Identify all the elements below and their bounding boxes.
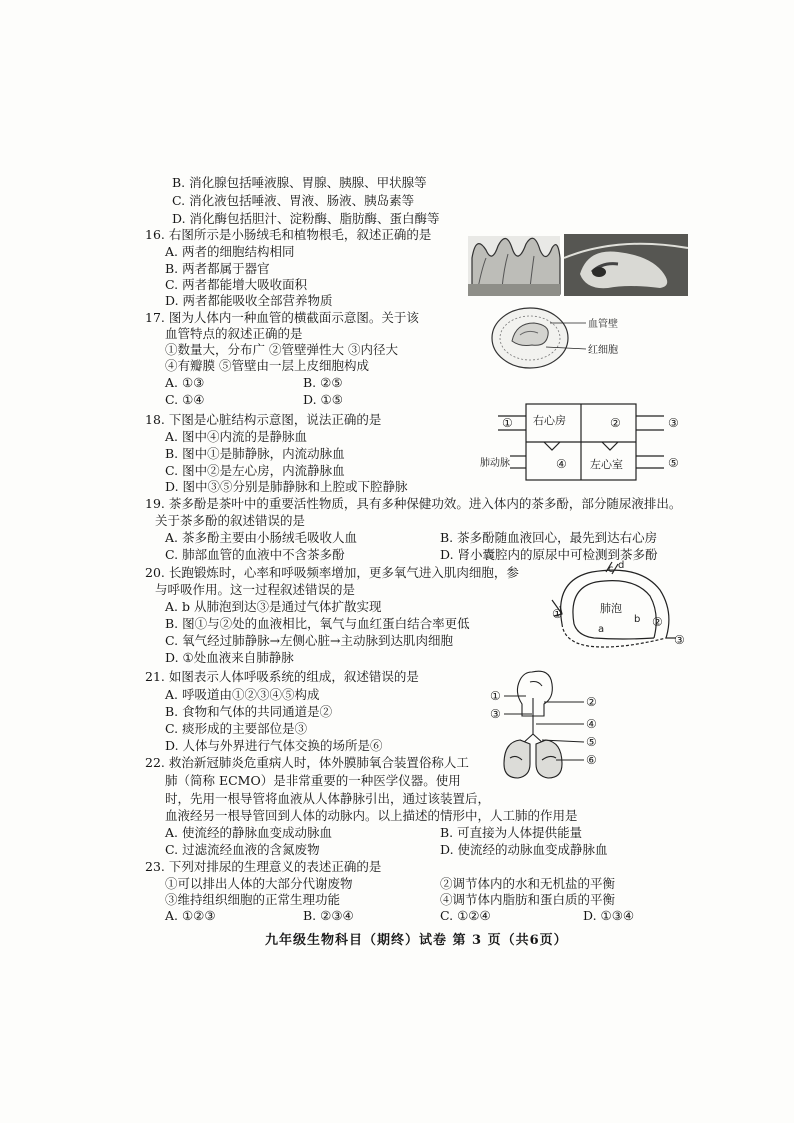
q19-option-d: D. 肾小囊腔内的原尿中可检测到茶多酚 — [440, 547, 658, 562]
q23-item-1: ①可以排出人体的大部分代谢废物 — [165, 876, 353, 891]
q17-option-c: C. ①④ — [165, 392, 205, 407]
q22-stem-line2: 肺（简称 ECMO）是非常重要的一种医学仪器。使用 — [165, 773, 461, 788]
q23-option-a: A. ①②③ — [165, 908, 216, 923]
q20-option-a: A. b 从肺泡到达③是通过气体扩散实现 — [165, 599, 382, 614]
resp-num-3: ③ — [490, 707, 501, 721]
alveolus-capillary-figure — [548, 560, 688, 656]
q22-option-a: A. 使流经的静脉血变成动脉血 — [165, 825, 332, 840]
heart-num-5: ⑤ — [668, 456, 679, 470]
q18-stem: 18. 下图是心脏结构示意图，说法正确的是 — [145, 412, 382, 427]
q19-stem-line2: 关于茶多酚的叙述错误的是 — [155, 513, 306, 528]
q22-stem-line3: 时，先用一根导管将血液从人体静脉引出，通过该装置后， — [165, 791, 491, 806]
resp-num-4: ④ — [586, 717, 597, 731]
q16-option-b: B. 两者都属于器官 — [165, 261, 270, 276]
heart-structure-figure — [478, 398, 688, 490]
pulmonary-artery-label: 肺动脉 — [480, 458, 510, 469]
q18-option-c: C. 图中②是左心房，内流静脉血 — [165, 463, 345, 478]
q23-option-c: C. ①②④ — [440, 908, 491, 923]
resp-num-1: ① — [490, 689, 501, 703]
q19-option-a: A. 茶多酚主要由小肠绒毛吸收人血 — [165, 530, 357, 545]
q15-option-c: C. 消化液包括唾液、胃液、肠液、胰岛素等 — [172, 193, 415, 208]
villi-root-hair-figure — [468, 228, 690, 300]
right-atrium-label: 右心房 — [533, 414, 566, 427]
heart-num-1: ① — [502, 416, 513, 430]
red-blood-cell-label: 红细胞 — [588, 345, 618, 356]
q23-item-4: ④调节体内脂肪和蛋白质的平衡 — [440, 892, 616, 907]
q19-stem-line1: 19. 茶多酚是茶叶中的重要活性物质，具有多种保健功效。进入体内的茶多酚，部分随尿液排出。 — [145, 496, 682, 511]
q17-option-a: A. ①③ — [165, 375, 205, 390]
q21-option-a: A. 呼吸道由①②③④⑤构成 — [165, 687, 320, 702]
q18-option-d: D. 图中③⑤分别是肺静脉和上腔或下腔静脉 — [165, 479, 408, 494]
q20-stem-line2: 与呼吸作用。这一过程叙述错误的是 — [155, 582, 356, 597]
q15-option-d: D. 消化酶包括胆汁、淀粉酶、脂肪酶、蛋白酶等 — [172, 211, 440, 226]
alveolus-letter-d: d — [618, 560, 625, 571]
q16-option-a: A. 两者的细胞结构相同 — [165, 244, 295, 259]
q23-option-b: B. ②③④ — [303, 908, 354, 923]
q22-option-b: B. 可直接为人体提供能量 — [440, 825, 583, 840]
q17-stem-line1: 17. 图为人体内一种血管的横截面示意图。关于该 — [145, 310, 419, 325]
q22-option-c: C. 过滤流经血液的含氮废物 — [165, 842, 320, 857]
q19-option-c: C. 肺部血管的血液中不含茶多酚 — [165, 547, 345, 562]
left-ventricle-label: 左心室 — [590, 458, 623, 471]
q21-stem: 21. 如图表示人体呼吸系统的组成，叙述错误的是 — [145, 669, 419, 684]
villi-photo — [468, 236, 560, 296]
heart-num-3: ③ — [668, 416, 679, 430]
q22-stem-line1: 22. 救治新冠肺炎危重病人时，体外膜肺氧合装置俗称人工 — [145, 755, 469, 770]
q20-option-b: B. 图①与②处的血液相比，氧气与血红蛋白结合率更低 — [165, 616, 470, 631]
resp-num-6: ⑥ — [586, 753, 597, 767]
q18-option-b: B. 图中①是肺静脉，内流动脉血 — [165, 446, 345, 461]
q22-option-d: D. 使流经的动脉血变成静脉血 — [440, 842, 608, 857]
q16-stem: 16. 右图所示是小肠绒毛和植物根毛，叙述正确的是 — [145, 227, 432, 242]
q17-stem-line2: 血管特点的叙述正确的是 — [165, 326, 303, 341]
q17-items-line1: ①数量大，分布广 ②管壁弹性大 ③内径大 — [165, 342, 398, 357]
alveolus-label: 肺泡 — [600, 602, 622, 615]
heart-num-2: ② — [610, 416, 621, 430]
q15-option-b: B. 消化腺包括唾液腺、胃腺、胰腺、甲状腺等 — [172, 175, 427, 190]
q20-option-d: D. ①处血液来自肺静脉 — [165, 650, 294, 665]
q17-option-d: D. ①⑤ — [303, 392, 343, 407]
resp-num-5: ⑤ — [586, 735, 597, 749]
alveolus-num-3: ③ — [674, 633, 685, 647]
alveolus-letter-a: a — [598, 624, 605, 635]
q21-option-c: C. 痰形成的主要部位是③ — [165, 721, 308, 736]
vessel-wall-label: 血管壁 — [588, 319, 618, 330]
q20-option-c: C. 氧气经过肺静脉→左侧心脏→主动脉到达肌肉细胞 — [165, 633, 454, 648]
q23-item-2: ②调节体内的水和无机盐的平衡 — [440, 876, 616, 891]
q21-option-b: B. 食物和气体的共同通道是② — [165, 704, 333, 719]
q23-item-3: ③维持组织细胞的正常生理功能 — [165, 892, 341, 907]
heart-num-4: ④ — [556, 457, 567, 471]
q21-option-d: D. 人体与外界进行气体交换的场所是⑥ — [165, 738, 383, 753]
q20-stem-line1: 20. 长跑锻炼时，心率和呼吸频率增加，更多氧气进入肌肉细胞，参 — [145, 565, 519, 580]
q22-stem-line4: 血液经另一根导管回到人体的动脉内。以上描述的情形中，人工肺的作用是 — [165, 808, 578, 823]
page-footer: 九年级生物科目（期终）试卷 第 3 页（共6页） — [265, 933, 568, 948]
q23-stem: 23. 下列对排尿的生理意义的表述正确的是 — [145, 859, 382, 874]
q16-option-d: D. 两者都能吸收全部营养物质 — [165, 293, 333, 308]
q17-items-line2: ④有瓣膜 ⑤管壁由一层上皮细胞构成 — [165, 358, 369, 373]
alveolus-letter-c: c — [608, 564, 614, 575]
alveolus-letter-b: b — [634, 614, 641, 625]
q16-option-c: C. 两者都能增大吸收面积 — [165, 277, 308, 292]
root-hair-photo — [564, 234, 688, 296]
alveolus-num-1: ① — [552, 607, 563, 621]
q18-option-a: A. 图中④内流的是静脉血 — [165, 429, 307, 444]
respiratory-system-figure — [486, 668, 606, 780]
vessel-cross-section-figure — [490, 305, 640, 375]
q17-option-b: B. ②⑤ — [303, 375, 343, 390]
q23-option-d: D. ①③④ — [583, 908, 635, 923]
q19-option-b: B. 茶多酚随血液回心，最先到达右心房 — [440, 530, 658, 545]
resp-num-2: ② — [586, 695, 597, 709]
alveolus-num-2: ② — [652, 615, 663, 629]
